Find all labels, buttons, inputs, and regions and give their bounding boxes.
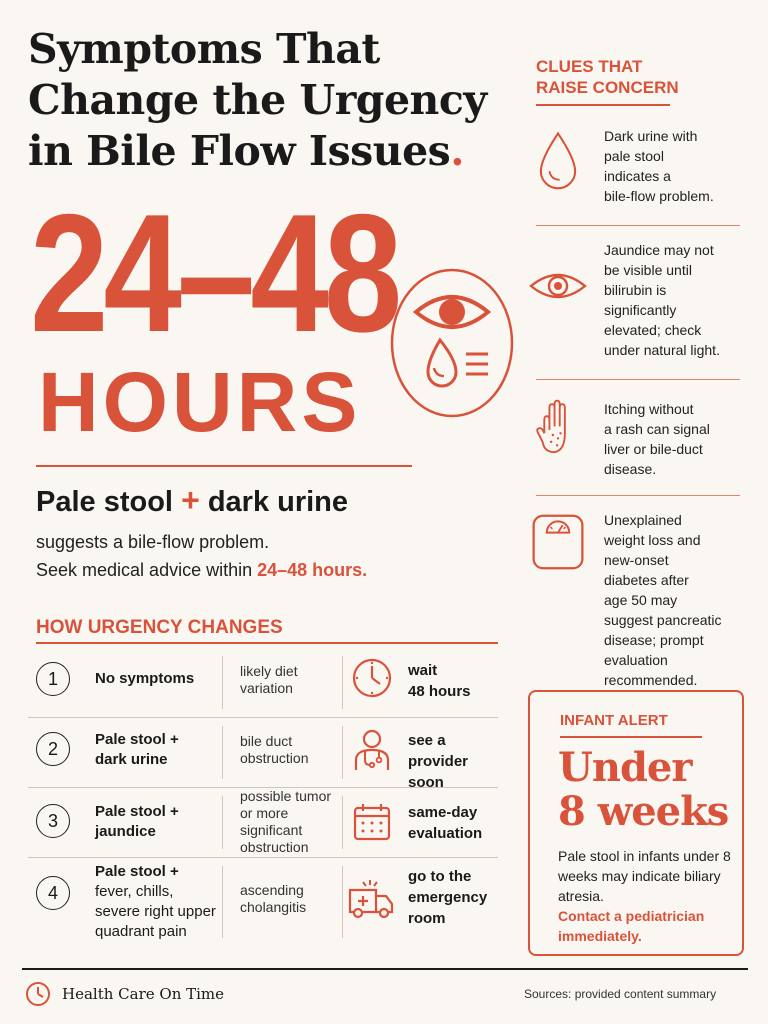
symptom bbox=[95, 802, 179, 842]
urgency-row bbox=[28, 788, 498, 858]
combo-right: dark urine bbox=[207, 486, 349, 518]
clue-line: bile-flow problem. bbox=[604, 188, 714, 204]
cause-line: ascending bbox=[240, 882, 304, 898]
cause-line: or more bbox=[240, 805, 289, 821]
likely-cause bbox=[240, 663, 298, 697]
recommended-action bbox=[408, 730, 498, 793]
recommended-action bbox=[408, 802, 482, 844]
clue-text bbox=[604, 126, 714, 206]
clue-line: significantly bbox=[604, 302, 677, 318]
infant-alert-heading: INFANT ALERT bbox=[560, 712, 668, 729]
ambulance-icon bbox=[346, 876, 396, 920]
column-divider bbox=[222, 726, 223, 779]
combo-plus: + bbox=[181, 482, 200, 518]
action-line: same-day bbox=[408, 804, 478, 821]
step-number: 2 bbox=[36, 732, 70, 766]
column-divider bbox=[342, 726, 343, 779]
clue-text bbox=[604, 510, 722, 690]
column-divider bbox=[222, 866, 223, 938]
clues-heading-line-1: CLUES THAT bbox=[536, 57, 643, 76]
symptom-line: Pale stool + bbox=[95, 803, 179, 820]
symptom-line: Pale stool + bbox=[95, 731, 179, 748]
clue-line: disease; prompt bbox=[604, 632, 704, 648]
symptom bbox=[95, 669, 194, 689]
combo-advice-timeframe: 24–48 hours. bbox=[257, 560, 368, 580]
clue-line: Dark urine with bbox=[604, 128, 698, 144]
footer-sources: Sources: provided content summary bbox=[524, 987, 717, 1001]
clue-line: under natural light. bbox=[604, 342, 720, 358]
symptom-combo bbox=[36, 482, 348, 519]
urgency-heading-rule bbox=[36, 642, 498, 644]
footer-brand: Health Care On Time bbox=[62, 985, 225, 1003]
column-divider bbox=[342, 796, 343, 849]
clues-heading-line-2: RAISE CONCERN bbox=[536, 78, 679, 97]
action-line: evaluation bbox=[408, 825, 483, 842]
clue-line: bilirubin is bbox=[604, 282, 667, 298]
title-line-3 bbox=[28, 126, 498, 177]
clue-text bbox=[604, 399, 710, 479]
combo-advice bbox=[36, 528, 367, 584]
symptom-line: quadrant pain bbox=[95, 923, 187, 940]
clue-line: diabetes after bbox=[604, 572, 689, 588]
cause-line: possible tumor bbox=[240, 788, 332, 804]
droplet-icon bbox=[528, 130, 588, 190]
clue-line: age 50 may bbox=[604, 592, 678, 608]
likely-cause bbox=[240, 788, 331, 856]
urgency-row bbox=[28, 718, 498, 791]
recommended-action bbox=[408, 866, 487, 929]
clue-line: suggest pancreatic bbox=[604, 612, 722, 628]
clue-line: Jaundice may not bbox=[604, 242, 714, 258]
infant-alert-cta: Contact a pediatrician immediately. bbox=[558, 908, 705, 944]
symptom-line: severe right upper bbox=[95, 903, 216, 920]
infant-alert-rule bbox=[560, 736, 702, 738]
eye-droplet-icon bbox=[390, 268, 514, 418]
action-line: room bbox=[408, 910, 446, 927]
symptom bbox=[95, 862, 216, 942]
clue-line: elevated; check bbox=[604, 322, 702, 338]
clue-line: Unexplained bbox=[604, 512, 682, 528]
clue-line: Itching without bbox=[604, 401, 694, 417]
step-number: 3 bbox=[36, 804, 70, 838]
infant-age-line-2: 8 weeks bbox=[558, 788, 729, 835]
action-line: 48 hours bbox=[408, 683, 471, 700]
cause-line: obstruction bbox=[240, 839, 309, 855]
title-line-2: Change the Urgency bbox=[28, 76, 487, 124]
cause-line: obstruction bbox=[240, 750, 309, 766]
symptom bbox=[95, 730, 179, 770]
action-line: emergency bbox=[408, 889, 488, 906]
scale-icon bbox=[528, 512, 588, 572]
infant-age-threshold bbox=[558, 746, 728, 834]
symptom-line: Pale stool + bbox=[95, 863, 179, 880]
step-number: 1 bbox=[36, 662, 70, 696]
itchy-hand-icon bbox=[528, 399, 588, 459]
calendar-icon bbox=[350, 800, 394, 844]
combo-left: Pale stool bbox=[36, 486, 173, 518]
action-line: provider soon bbox=[408, 753, 469, 791]
clock-icon bbox=[350, 656, 394, 700]
combo-advice-line-1: suggests a bile-flow problem. bbox=[36, 532, 270, 552]
combo-advice-line-2 bbox=[36, 556, 367, 584]
urgency-table bbox=[28, 648, 498, 946]
clue-text bbox=[604, 240, 720, 360]
column-divider bbox=[222, 656, 223, 709]
infant-age-line-1: Under bbox=[558, 744, 692, 791]
step-number: 4 bbox=[36, 876, 70, 910]
clue-line: pale stool bbox=[604, 148, 664, 164]
clue-divider bbox=[536, 379, 740, 380]
recommended-action bbox=[408, 660, 471, 702]
column-divider bbox=[342, 656, 343, 709]
cause-line: bile duct bbox=[240, 733, 293, 749]
doctor-icon bbox=[350, 728, 394, 772]
clues-heading-rule bbox=[536, 104, 670, 106]
title-dot: . bbox=[450, 127, 465, 175]
clue-line: be visible until bbox=[604, 262, 692, 278]
cause-line: likely diet bbox=[240, 663, 298, 679]
column-divider bbox=[222, 796, 223, 849]
action-line: go to the bbox=[408, 868, 472, 885]
column-divider bbox=[342, 866, 343, 938]
symptom-line: dark urine bbox=[95, 751, 168, 768]
infant-alert-text: Pale stool in infants under 8 weeks may indicate biliary atresia. bbox=[558, 848, 731, 904]
likely-cause bbox=[240, 733, 308, 767]
clue-divider bbox=[536, 225, 740, 226]
clue-line: weight loss and bbox=[604, 532, 701, 548]
hero-number: 24–48 bbox=[30, 179, 398, 367]
cause-line: variation bbox=[240, 680, 293, 696]
clue-line: indicates a bbox=[604, 168, 671, 184]
clue-line: evaluation bbox=[604, 652, 668, 668]
symptom-line: fever, chills, bbox=[95, 883, 174, 900]
eye-icon bbox=[528, 256, 588, 316]
urgency-row bbox=[28, 858, 498, 946]
urgency-row bbox=[28, 648, 498, 718]
symptom-line: jaundice bbox=[95, 823, 156, 840]
clues-heading bbox=[536, 56, 679, 98]
page-title bbox=[28, 24, 498, 177]
clue-line: a rash can signal bbox=[604, 421, 710, 437]
likely-cause bbox=[240, 882, 306, 916]
symptom-line: No symptoms bbox=[95, 670, 195, 687]
action-line: wait bbox=[408, 662, 438, 679]
action-line: see a bbox=[408, 732, 446, 749]
clue-divider bbox=[536, 495, 740, 496]
clue-line: disease. bbox=[604, 461, 657, 477]
cause-line: significant bbox=[240, 822, 303, 838]
combo-advice-prefix: Seek medical advice within bbox=[36, 560, 258, 580]
clue-line: recommended. bbox=[604, 672, 698, 688]
footer-divider bbox=[22, 968, 748, 970]
title-line-3-text: in Bile Flow Issues bbox=[28, 127, 451, 175]
hero-divider bbox=[36, 465, 412, 467]
urgency-heading: HOW URGENCY CHANGES bbox=[36, 617, 283, 638]
infant-alert-box bbox=[528, 690, 744, 956]
cause-line: cholangitis bbox=[240, 899, 307, 915]
clue-line: liver or bile-duct bbox=[604, 441, 703, 457]
clue-line: new-onset bbox=[604, 552, 669, 568]
clock-icon bbox=[24, 980, 52, 1008]
title-line-1: Symptoms That bbox=[28, 25, 380, 73]
hero-unit: HOURS bbox=[38, 355, 362, 449]
